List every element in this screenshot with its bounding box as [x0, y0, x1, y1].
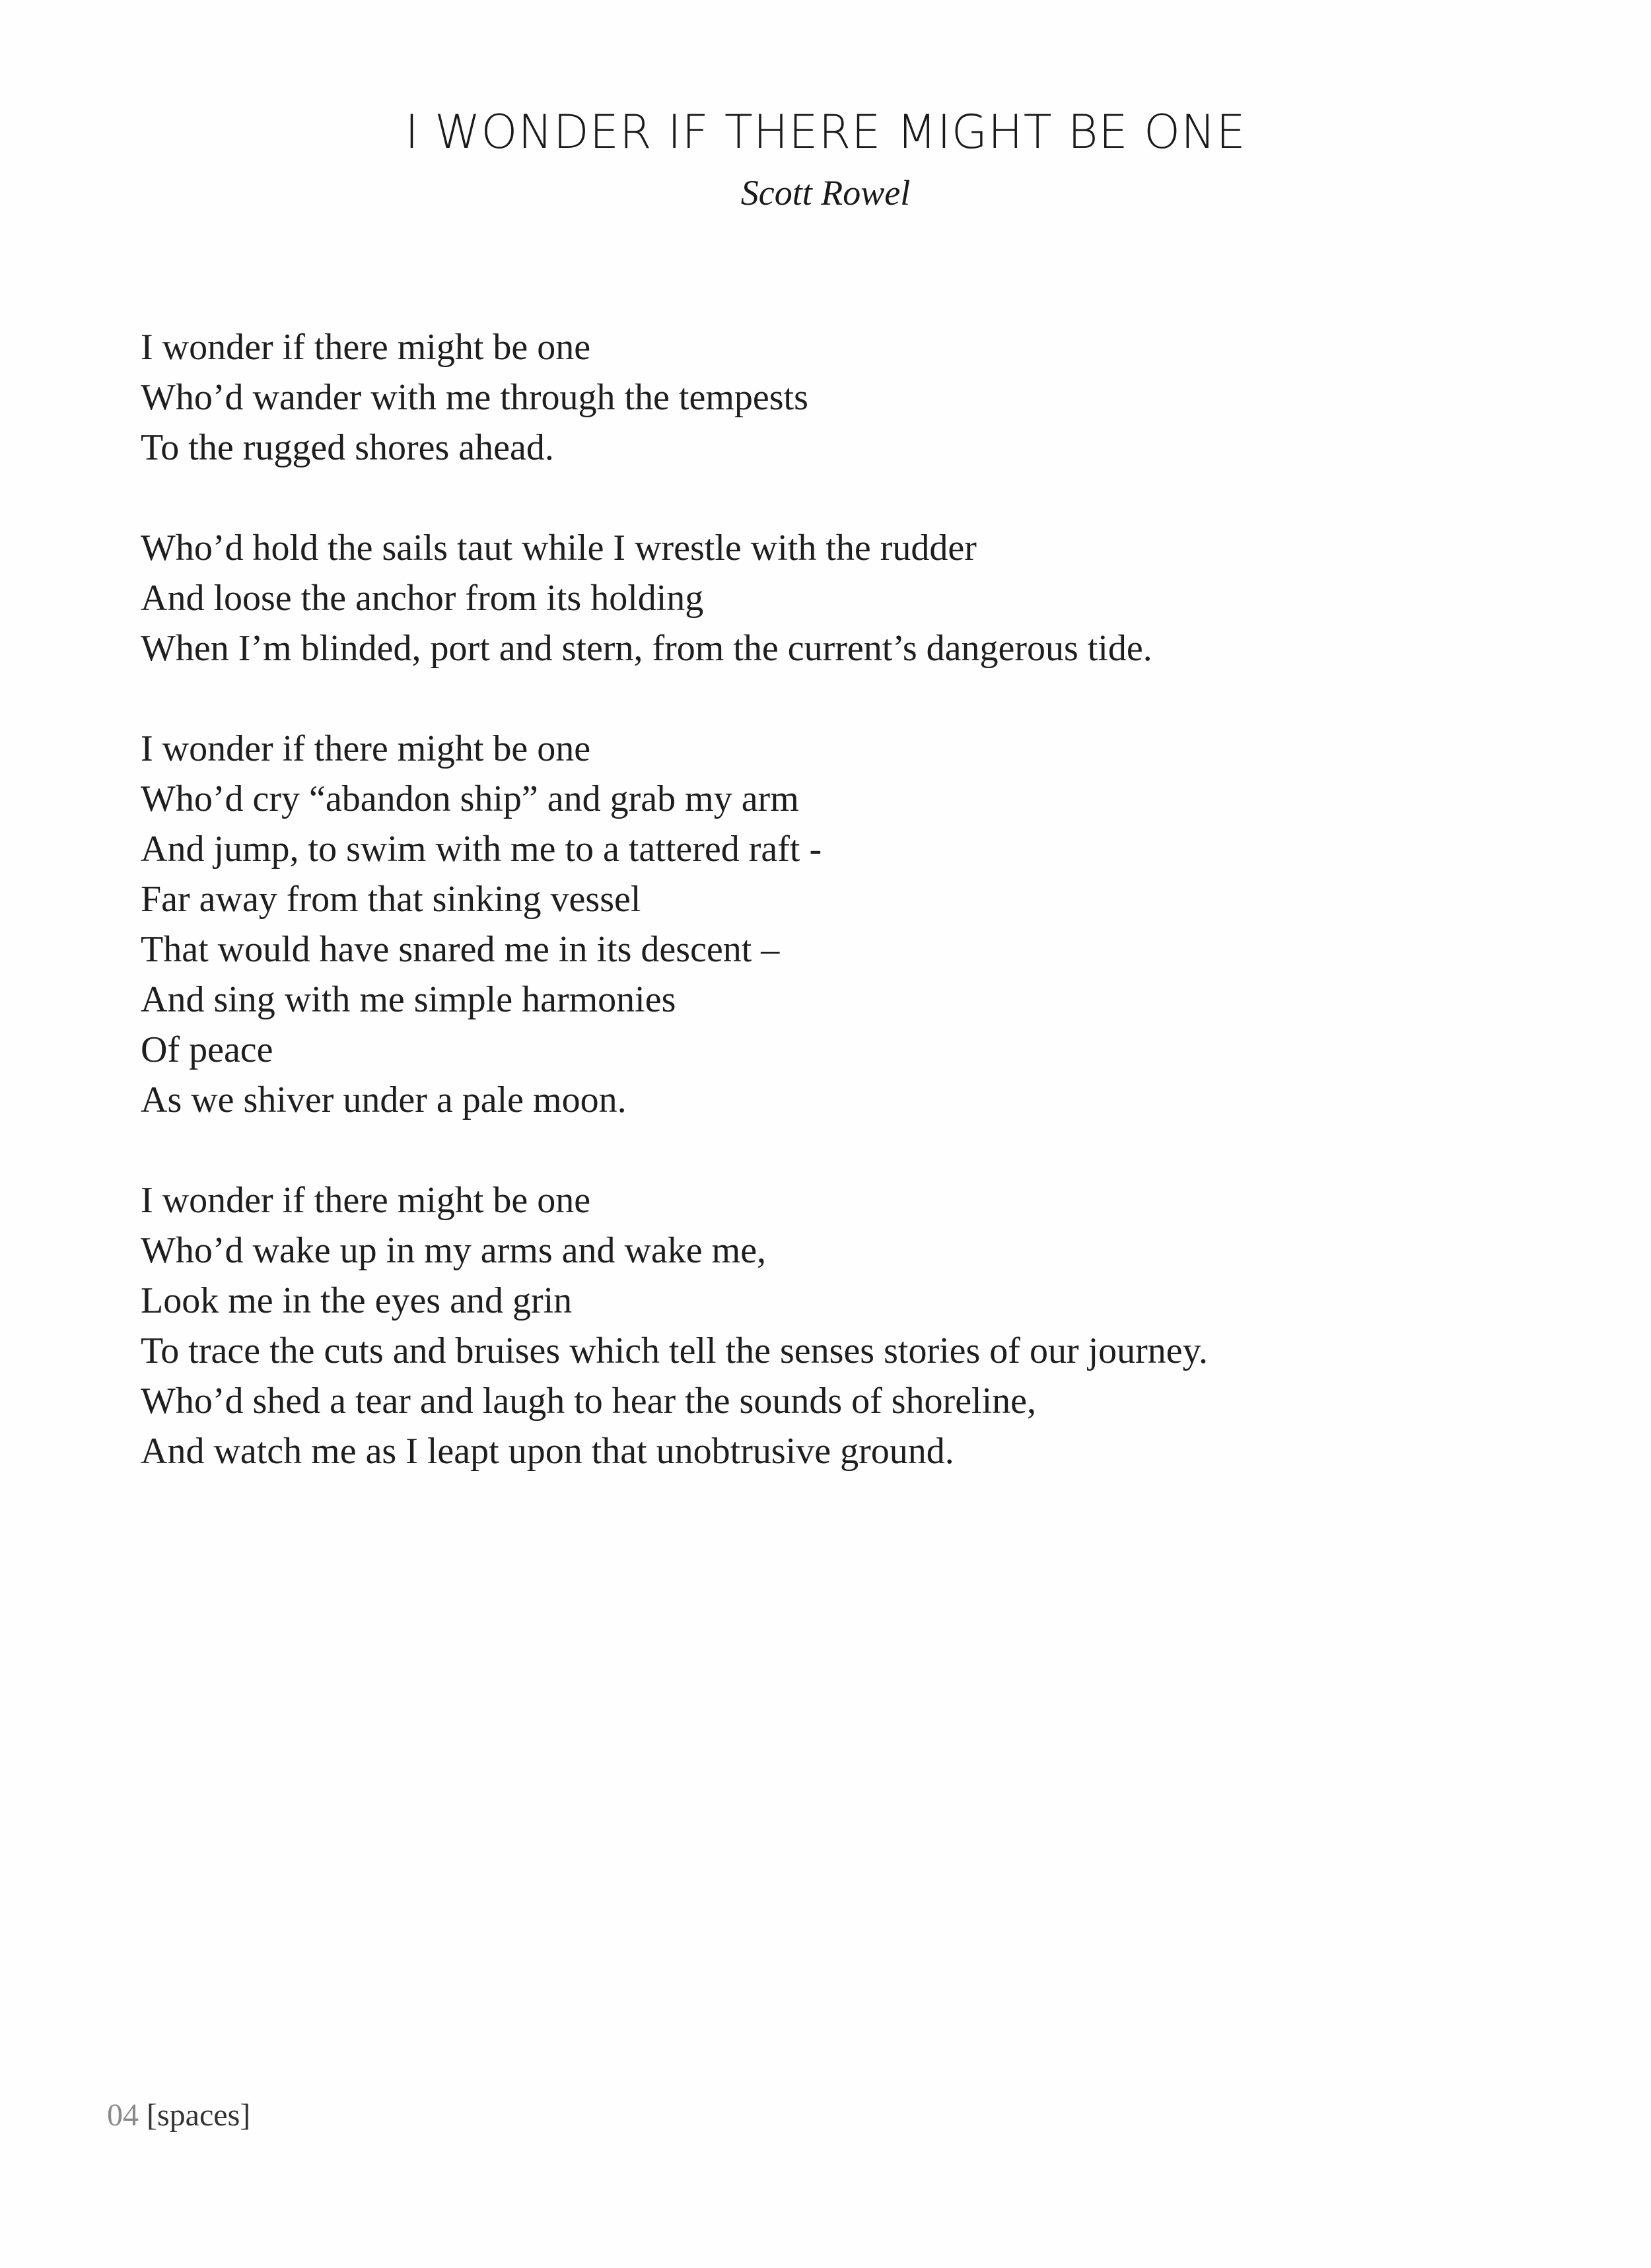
poem-title: I WONDER IF THERE MIGHT BE ONE	[405, 105, 1246, 159]
stanza-1	[141, 322, 1594, 473]
page-number: 04	[107, 2098, 139, 2133]
poem-line: When I’m blinded, port and stern, from the current’s dangerous tide.	[141, 628, 1152, 669]
poem-line: And watch me as I leapt upon that unobtrusive ground.	[141, 1431, 954, 1472]
stanza-2	[141, 523, 1594, 673]
poem-line: Of peace	[141, 1029, 273, 1070]
stanza-3	[141, 724, 1594, 1125]
poem-body	[141, 322, 1594, 1527]
poem-line: To the rugged shores ahead.	[141, 427, 554, 468]
poem-line: That would have snared me in its descent –	[141, 929, 780, 970]
page-footer	[107, 2100, 250, 2131]
poem-line: Look me in the eyes and grin	[141, 1280, 573, 1321]
publication-name: [spaces]	[147, 2098, 251, 2133]
poem-line: Who’d wake up in my arms and wake me,	[141, 1230, 767, 1271]
poem-line: As we shiver under a pale moon.	[141, 1080, 627, 1120]
poem-author: Scott Rowel	[740, 173, 911, 213]
poem-line: To trace the cuts and bruises which tell the senses stories of our journey.	[141, 1330, 1209, 1371]
stanza-4	[141, 1175, 1594, 1476]
poem-line: And loose the anchor from its holding	[141, 578, 704, 619]
poem-line: Far away from that sinking vessel	[141, 879, 641, 920]
poem-line: Who’d shed a tear and laugh to hear the sounds of shoreline,	[141, 1381, 1037, 1422]
poem-line: And jump, to swim with me to a tattered raft -	[141, 829, 822, 870]
poem-line: I wonder if there might be one	[141, 728, 591, 769]
poem-line: Who’d wander with me through the tempests	[141, 377, 808, 418]
poem-line: I wonder if there might be one	[141, 1180, 591, 1221]
poem-line: Who’d hold the sails taut while I wrestle with the rudder	[141, 528, 977, 568]
poem-line: I wonder if there might be one	[141, 327, 591, 368]
poem-line: Who’d cry “abandon ship” and grab my arm	[141, 778, 799, 819]
poem-line: And sing with me simple harmonies	[141, 979, 676, 1020]
